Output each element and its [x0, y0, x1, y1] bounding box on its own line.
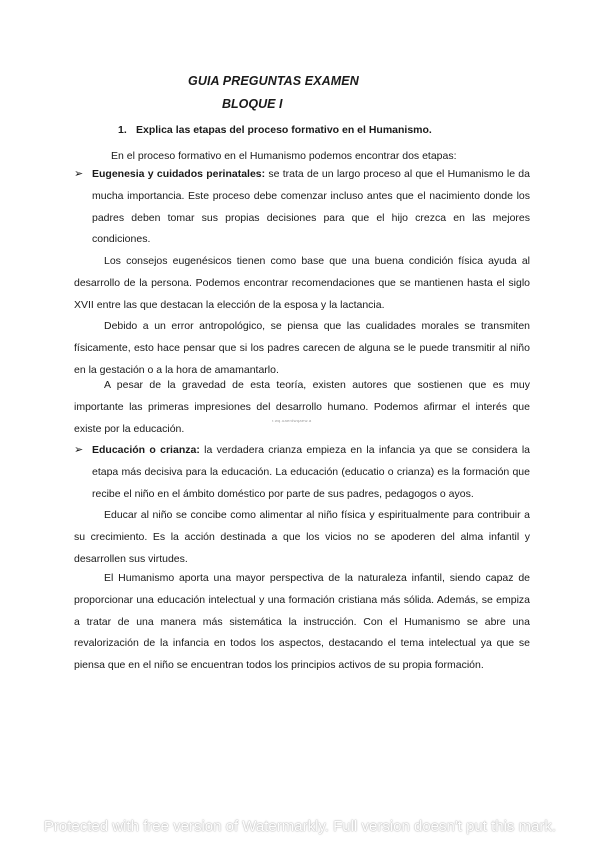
- bullet-heading: Eugenesia y cuidados perinatales:: [92, 168, 266, 180]
- question-text: Explica las etapas del proceso formativo en el Humanismo.: [136, 124, 432, 136]
- bullet-heading: Educación o crianza:: [92, 444, 200, 456]
- intro-paragraph: En el proceso formativo en el Humanismo podemos encontrar dos etapas:: [111, 150, 457, 162]
- document-title: GUIA PREGUNTAS EXAMEN: [188, 74, 359, 88]
- tiny-watermark-text: r.wq.uaerdwqaew.a: [272, 418, 312, 423]
- arrow-bullet-icon: ➢: [74, 168, 84, 180]
- bullet-eugenesia: [74, 164, 530, 251]
- paragraph: Educar al niño se concibe como alimentar al niño física y espiritualmente para contribuir a su crecimiento. Es la acción destinada a que los vicios no se apoderen del alma infantil y desarrollen sus virtudes.: [74, 509, 530, 565]
- paragraph: A pesar de la gravedad de esta teoría, existen autores que sostienen que es muy importante las primeras impresiones del desarrollo humano. Podemos afirmar el interés que existe por la educación.: [74, 379, 530, 435]
- document-subtitle: BLOQUE I: [222, 97, 283, 111]
- arrow-bullet-icon: ➢: [74, 444, 84, 456]
- watermark-text: Protected with free version of Watermarkly. Full version doesn't put this mark.: [43, 818, 557, 835]
- bullet-text: se trata de un largo proceso al que el Humanismo le da mucha importancia. Este proceso debe comenzar incluso antes que el nacimiento donde los padres deben tomar sus propias decisiones para que el hijo crezca en las mejores condiciones.: [92, 168, 530, 246]
- question-number: 1.: [118, 124, 127, 136]
- bullet-educacion: [74, 440, 530, 505]
- paragraph: Los consejos eugenésicos tienen como base que una buena condición física ayuda al desarrollo de la persona. Podemos encontrar recomendaciones que se mantienen hasta el siglo XVII entre las que destacan la elección de la esposa y la lactancia.: [74, 255, 530, 311]
- paragraph: El Humanismo aporta una mayor perspectiva de la naturaleza infantil, siendo capaz de proporcionar una educación intelectual y una formación cristiana más sólida. Además, se empiza a tratar de una manera más sistemática la instrucción. Con el Humanismo se abre una revalorización de la infancia en todos los aspectos, destacando el tema intelectual ya que se piensa que en el niño se encuentran todos los principios activos de su propia formación.: [74, 572, 530, 672]
- bullet-text: la verdadera crianza empieza en la infancia ya que se considera la etapa más decisiva para la educación. La educación (educatio o crianza) es la formación que recibe el niño en el ámbito doméstico por parte de sus padres, pedagogos o ayos.: [92, 444, 531, 500]
- paragraph: Debido a un error antropológico, se piensa que las cualidades morales se transmiten físicamente, esto hace pensar que si los padres carecen de alguna se le puede transmitir al niño en la gestación o a la hora de amamantarlo.: [74, 320, 530, 376]
- question-heading: [118, 124, 432, 136]
